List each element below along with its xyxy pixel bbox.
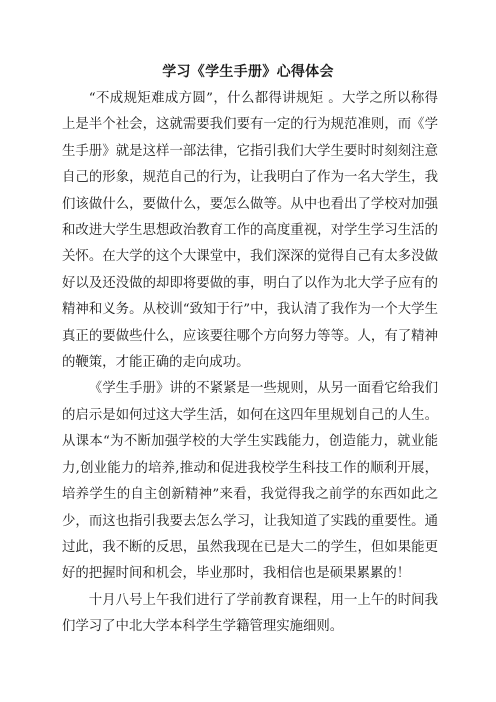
paragraph-2: 《学生手册》讲的不紧紧是一些规则，从另一面看它给我们的启示是如何过这大学生活，如何在这四年里规划自己的人生。从课本“为不断加强学校的大学生实践能力，创造能力，就业能力,创业能力的培养,推动和促进我校学生科技工作的顺利开展，培养学生的自主创新精神”来看，我觉得我之前学的东西如此之少，而这也指引我要去怎么学习，让我知道了实践的重要性。通过此，我不断的反思，虽然我现在已是大二的学生，但如果能更好的把握时间和机会，毕业那时，我相信也是硕果累累的！	[62, 381, 438, 582]
paragraph-3: 十月八号上午我们进行了学前教育课程，用一上午的时间我们学习了中北大学本科学生学籍管理实施细则。	[62, 592, 438, 635]
document-body	[62, 86, 438, 641]
paragraph-1: “不成规矩难成方圆”，什么都得讲规矩 。大学之所以称得上是半个社会，这就需要我们要有一定的行为规范准则，而《学生手册》就是这样一部法律，它指引我们大学生要时时刻刻注意自己的形象，规范自己的行为，让我明白了作为一名大学生，我们该做什么，要做什么，要怎么做等。从中也看出了学校对加强和改进大学生思想政治教育工作的高度重视，对学生学习生活的关怀。在大学的这个大课堂中，我们深深的觉得自己有太多没做好以及还没做的却即将要做的事，明白了以作为北大学子应有的精神和义务。从校训“致知于行”中，我认清了我作为一个大学生真正的要做些什么，应该要往哪个方向努力等等。人，有了精神的鞭策，才能正确的走向成功。	[62, 91, 438, 371]
document-title: 学习《学生手册》心得体会	[162, 64, 334, 80]
